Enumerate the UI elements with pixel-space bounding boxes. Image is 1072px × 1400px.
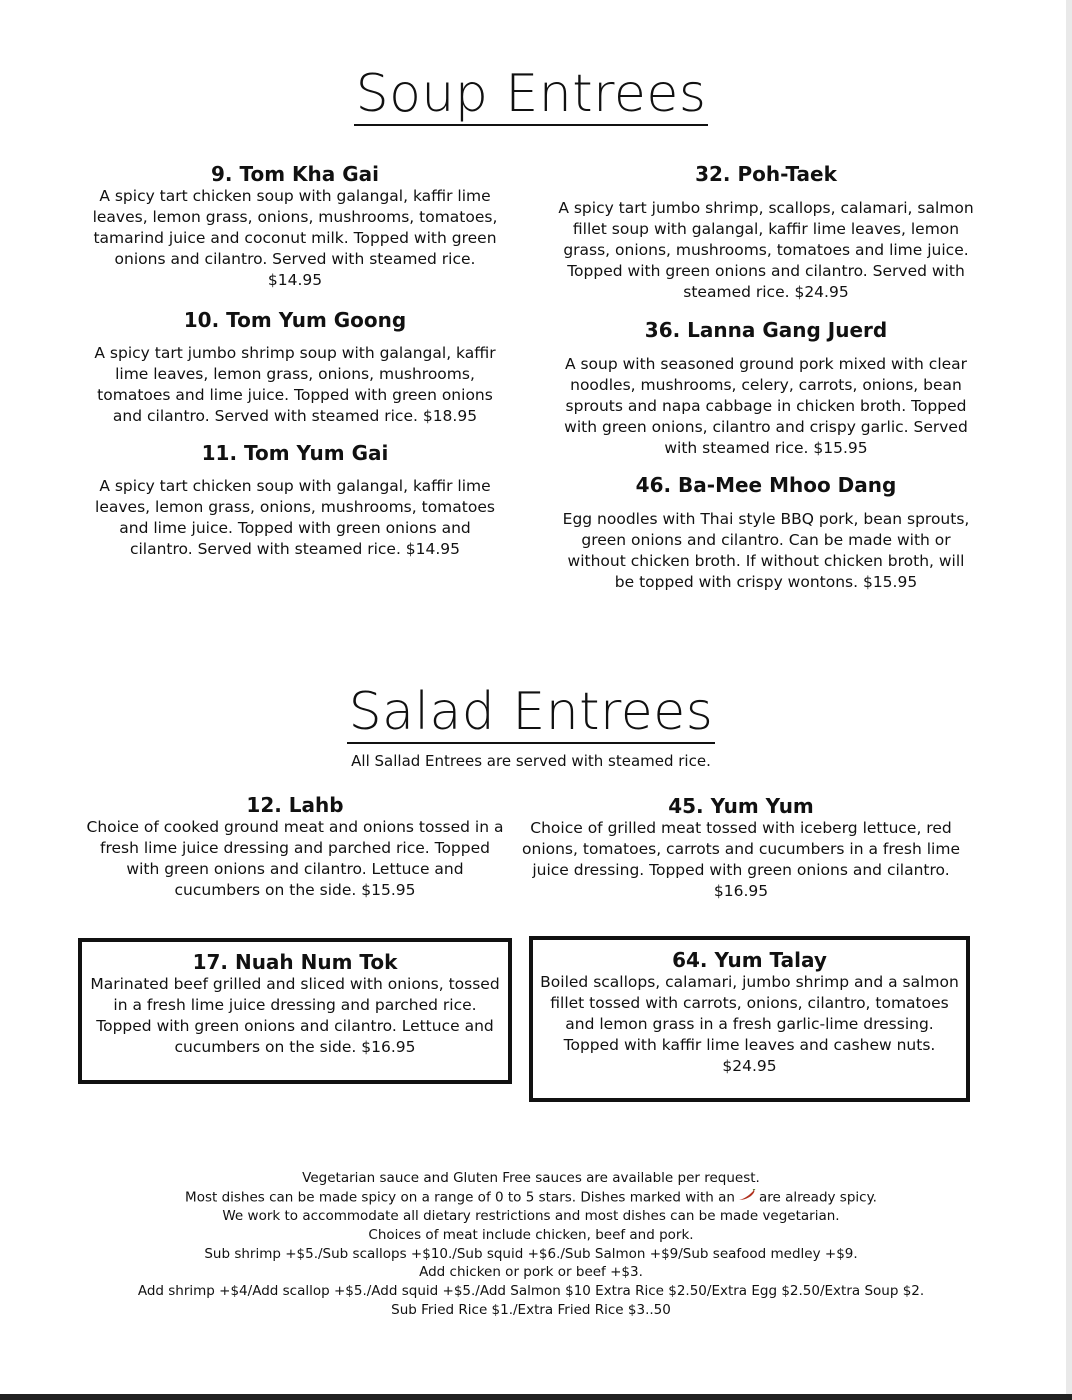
menu-item [88, 950, 502, 1058]
chili-pepper-icon [738, 1188, 756, 1207]
featured-item-box [78, 938, 512, 1084]
item-name: 9. Tom Kha Gai [211, 162, 379, 186]
note-text: are already spicy. [758, 1189, 877, 1206]
footer-notes [0, 1169, 1062, 1320]
item-name: 17. Nuah Num Tok [192, 950, 398, 974]
note-line [0, 1188, 1062, 1207]
item-description: Choice of grilled meat tossed with iceberg lettuce, red onions, tomatoes, carrots and cucumbers in a fresh lime juice dressing. Topped with green onions and cilantro. $16.95 [522, 819, 960, 900]
featured-item-box [529, 936, 970, 1102]
menu-item [90, 162, 500, 291]
item-name: 11. Tom Yum Gai [201, 441, 389, 465]
menu-item [558, 473, 974, 593]
item-name: 36. Lanna Gang Juerd [644, 318, 888, 342]
note-line: Choices of meat include chicken, beef and pork. [368, 1226, 694, 1243]
item-name: 12. Lahb [246, 793, 344, 817]
menu-item [520, 794, 962, 902]
item-description: A spicy tart jumbo shrimp soup with galangal, kaffir lime leaves, lemon grass, onions, mushrooms, tomatoes and lime juice. Topped with green onions and cilantro. Served with steamed rice. $18.95 [94, 344, 496, 425]
item-description: Marinated beef grilled and sliced with onions, tossed in a fresh lime juice dressing and parched rice. Topped with green onions and cilantro. Lettuce and cucumbers on the side. $16.95 [90, 975, 500, 1056]
item-name: 32. Poh-Taek [695, 162, 837, 186]
item-description: Boiled scallops, calamari, jumbo shrimp and a salmon fillet tossed with carrots, onions, cilantro, tomatoes and lemon grass in a fresh garlic-lime dressing. Topped with kaffir lime leaves and cashew nuts. $24.95 [540, 973, 959, 1075]
note-line: Add shrimp +$4/Add scallop +$5./Add squid +$5./Add Salmon $10 Extra Rice $2.50/Extra Egg $2.50/Extra Soup $2. [137, 1283, 925, 1300]
item-name: 46. Ba-Mee Mhoo Dang [635, 473, 897, 497]
item-description: A spicy tart chicken soup with galangal, kaffir lime leaves, lemon grass, onions, mushrooms, tomatoes, tamarind juice and coconut milk. Topped with green onions and cilantro. Served with steamed rice. $14.95 [92, 187, 498, 289]
item-description: Choice of cooked ground meat and onions tossed in a fresh lime juice dressing and parched rice. Topped with green onions and cilantro. Lettuce and cucumbers on the side. $15.95 [86, 818, 504, 899]
menu-item [90, 441, 500, 560]
menu-item [558, 318, 974, 459]
menu-item [539, 948, 960, 1077]
soup-title-text: Soup Entrees [355, 64, 707, 124]
note-line: We work to accommodate all dietary restrictions and most dishes can be made vegetarian. [222, 1208, 840, 1224]
menu-item [558, 162, 974, 303]
item-name: 10. Tom Yum Goong [183, 308, 407, 332]
note-line: Sub Fried Rice $1./Extra Fried Rice $3..50 [391, 1301, 671, 1318]
soup-section-title [0, 64, 1062, 124]
item-description: A spicy tart jumbo shrimp, scallops, calamari, salmon fillet soup with galangal, kaffir lime leaves, lemon grass, onions, mushrooms, tomatoes and lime juice. Topped with green onions and cilantro. Served with steamed rice. $24.95 [558, 199, 974, 301]
item-description: Egg noodles with Thai style BBQ pork, bean sprouts, green onions and cilantro. Can be made with or without chicken broth. If without chicken broth, will be topped with crispy wontons. $15.95 [562, 510, 970, 591]
menu-item [86, 793, 504, 901]
note-text: Most dishes can be made spicy on a range of 0 to 5 stars. Dishes marked with an [185, 1189, 735, 1206]
salad-note: All Sallad Entrees are served with steamed rice. [351, 752, 711, 770]
note-line: Vegetarian sauce and Gluten Free sauces are available per request. [302, 1170, 760, 1186]
item-name: 45. Yum Yum [668, 794, 814, 818]
note-line: Sub shrimp +$5./Sub scallops +$10./Sub squid +$6./Sub Salmon +$9/Sub seafood medley +$9. [204, 1245, 858, 1262]
item-name: 64. Yum Talay [672, 948, 827, 972]
page-edge [1066, 0, 1072, 1400]
item-description: A soup with seasoned ground pork mixed with clear noodles, mushrooms, celery, carrots, onions, bean sprouts and napa cabbage in chicken broth. Topped with green onions, cilantro and crispy garlic. Served with steamed rice. $15.95 [564, 355, 968, 457]
salad-section-title [0, 682, 1062, 742]
item-description: A spicy tart chicken soup with galangal, kaffir lime leaves, lemon grass, onions, mushrooms, tomatoes and lime juice. Topped with green onions and cilantro. Served with steamed rice. $14.95 [95, 477, 495, 558]
note-line: Add chicken or pork or beef +$3. [419, 1264, 643, 1281]
salad-title-text: Salad Entrees [348, 682, 714, 742]
bottom-bar [0, 1394, 1072, 1400]
menu-item [90, 308, 500, 427]
